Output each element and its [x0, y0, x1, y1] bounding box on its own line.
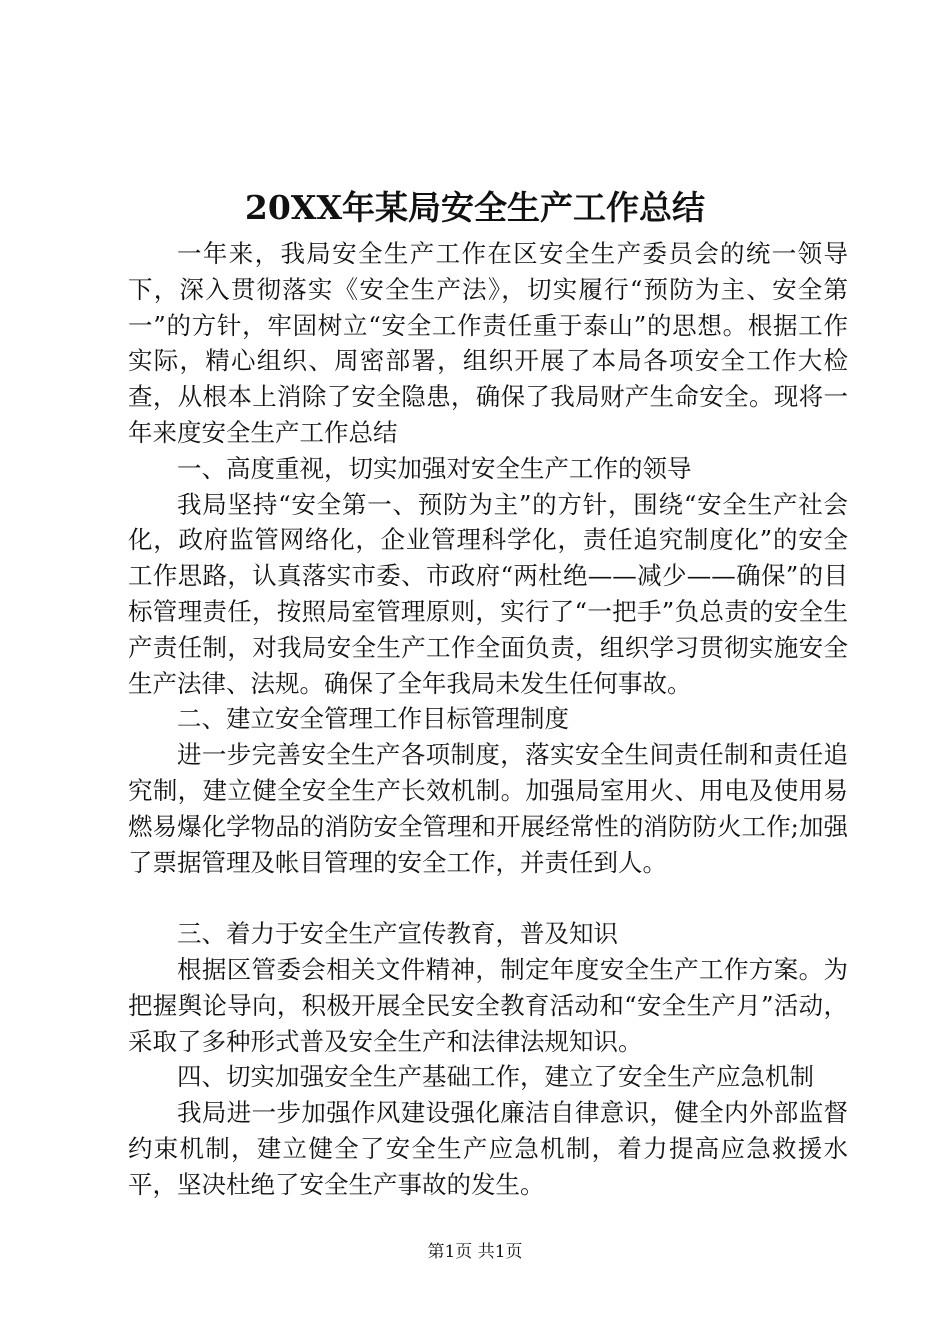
- paragraph-section-1: 我局坚持“安全第一、预防为主”的方针，围绕“安全生产社会化，政府监管网络化，企业管理科学化，责任追究制度化”的安全工作思路，认真落实市委、市政府“两杜绝——减少——确保”的目标管理责任，按照局室管理原则，实行了“一把手”负总责的安全生产责任制，对我局安全生产工作全面负责，组织学习贯彻实施安全生产法律、法规。确保了全年我局未发生任何事故。: [128, 489, 848, 698]
- paragraph-intro: 一年来，我局安全生产工作在区安全生产委员会的统一领导下，深入贯彻落实《安全生产法》，切实履行“预防为主、安全第一”的方针，牢固树立“安全工作责任重于泰山”的思想。根据工作实际，精心组织、周密部署，组织开展了本局各项安全工作大检查，从根本上消除了安全隐患，确保了我局财产生命安全。现将一年来度安全生产工作总结: [128, 239, 848, 447]
- paragraph-section-3: 根据区管委会相关文件精神，制定年度安全生产工作方案。为把握舆论导向，积极开展全民安全教育活动和“安全生产月”活动，采取了多种形式普及安全生产和法律法规知识。: [128, 954, 848, 1056]
- blank-line: [128, 880, 848, 916]
- section-heading-4: 四、切实加强安全生产基础工作，建立了安全生产应急机制: [177, 1062, 814, 1092]
- section-heading-3: 三、着力于安全生产宣传教育，普及知识: [177, 919, 618, 949]
- paragraph-section-2: 进一步完善安全生产各项制度，落实安全生间责任制和责任追究制，建立健全安全生产长效机制。加强局室用火、用电及使用易燃易爆化学物品的消防安全管理和开展经常性的消防防火工作;加强了票据管理及帐目管理的安全工作，并责任到人。: [128, 740, 848, 877]
- paragraph-section-4: 我局进一步加强作风建设强化廉洁自律意识，健全内外部监督约束机制，建立健全了安全生产应急机制，着力提高应急救援水平，坚决杜绝了安全生产事故的发生。: [128, 1098, 848, 1199]
- page-footer: 第1页 共1页: [427, 1242, 523, 1262]
- document-title: 20XX年某局安全生产工作总结: [244, 188, 706, 227]
- section-heading-2: 二、建立安全管理工作目标管理制度: [177, 704, 569, 734]
- section-heading-1: 一、高度重视，切实加强对安全生产工作的领导: [177, 453, 692, 483]
- document-body: [128, 236, 848, 1203]
